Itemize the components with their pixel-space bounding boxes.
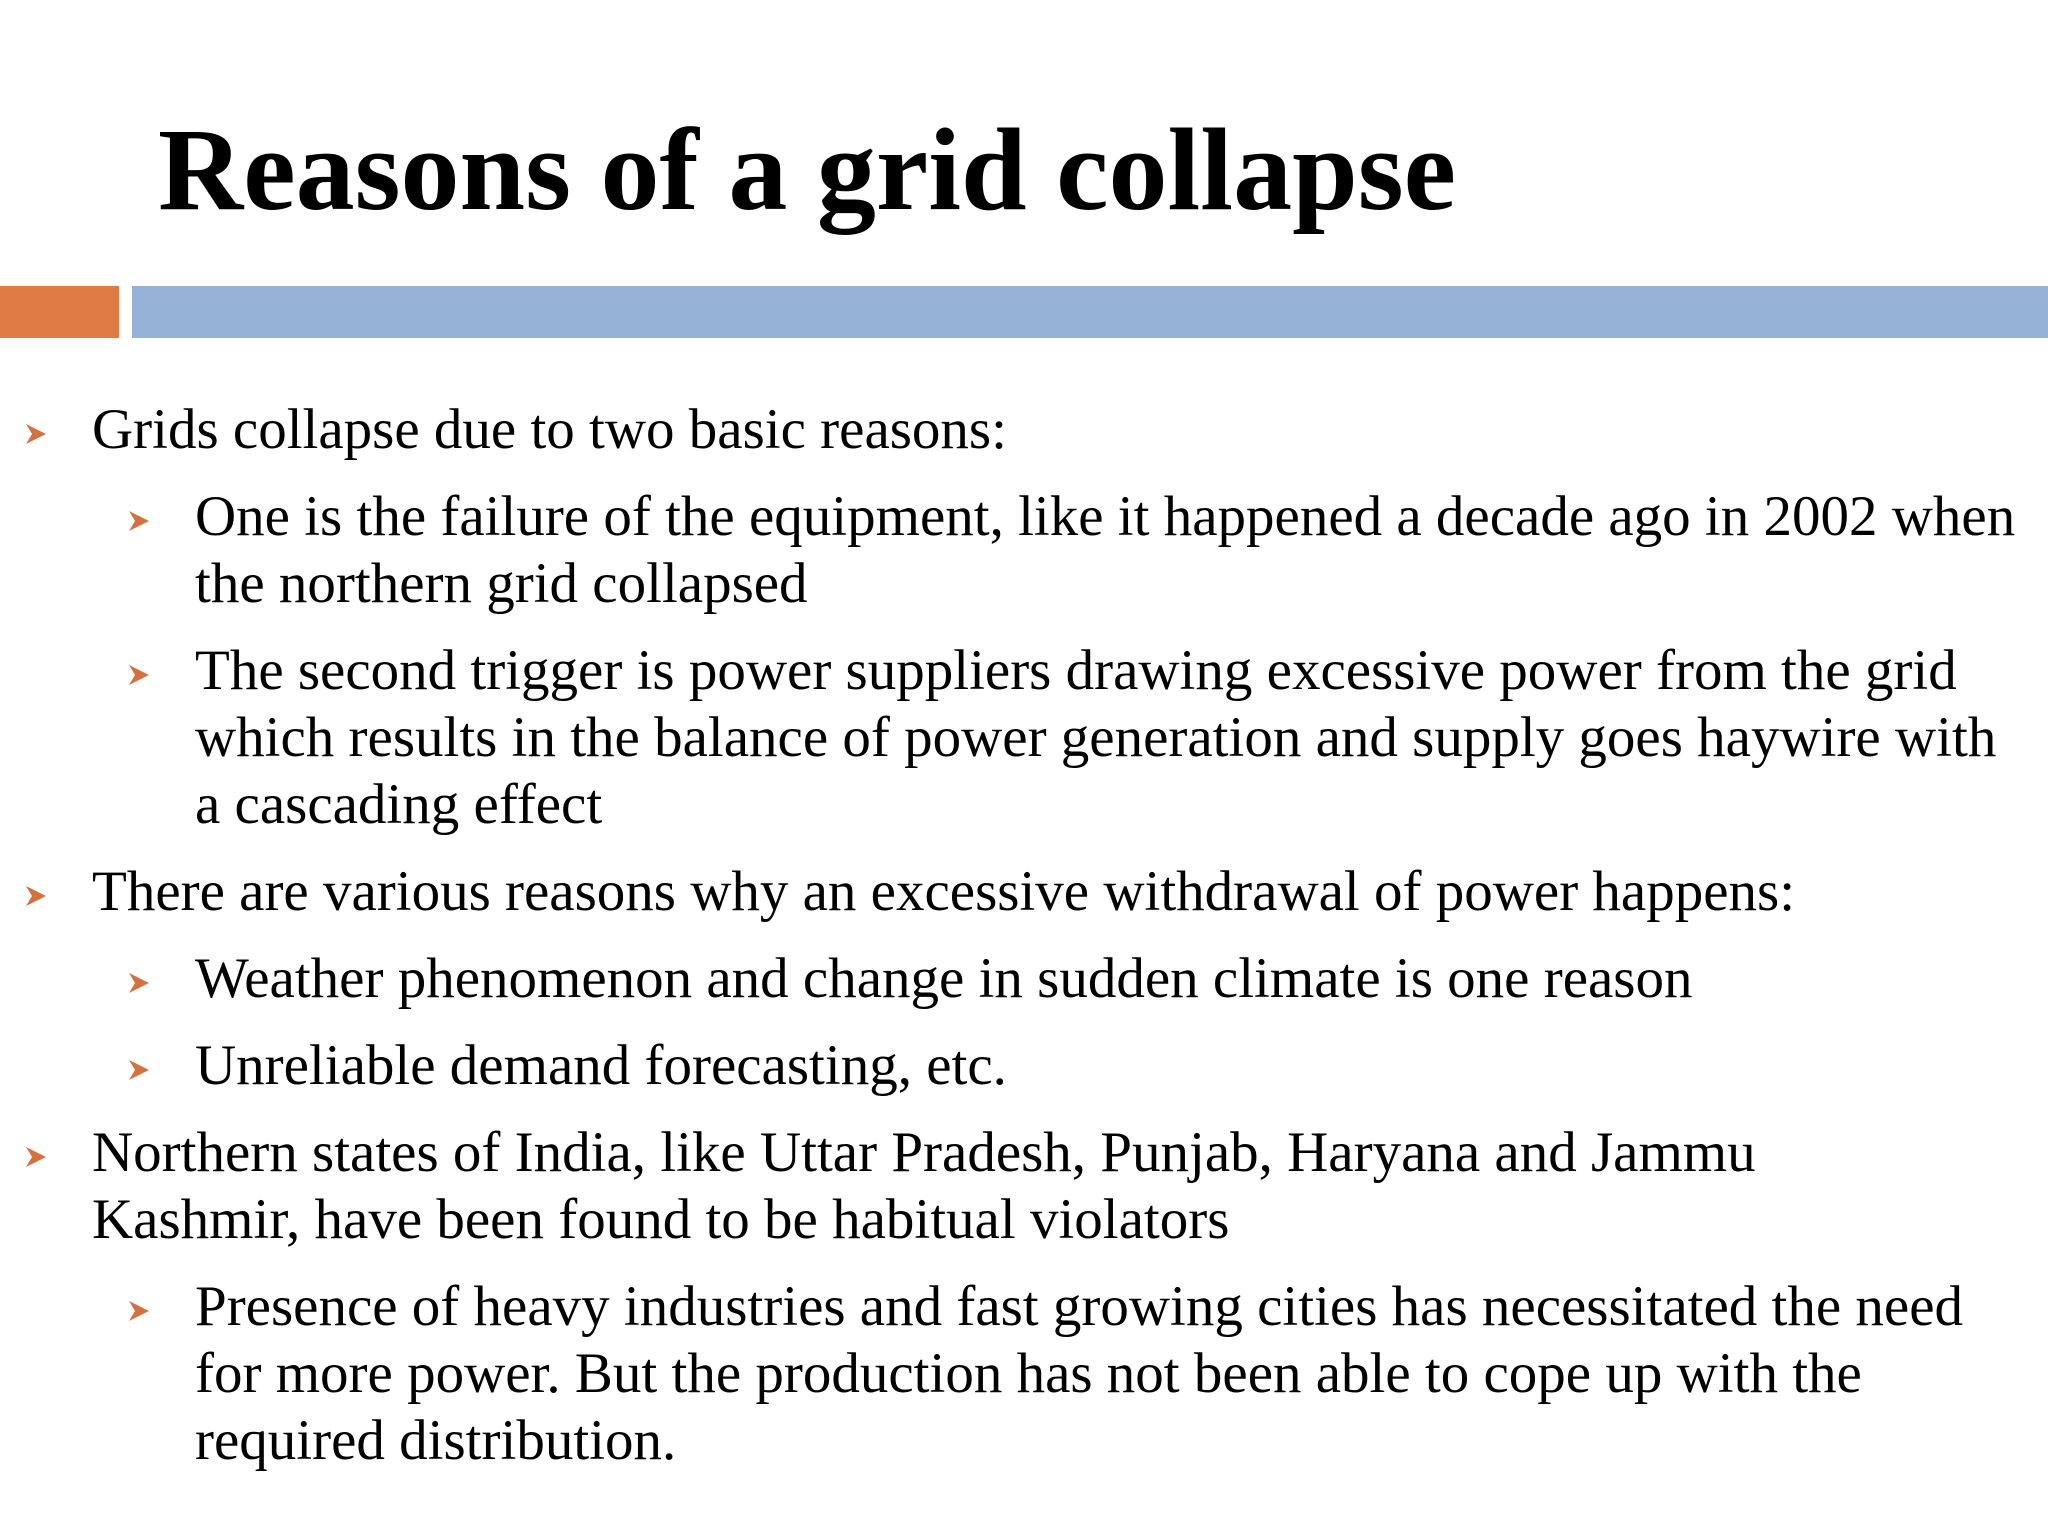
bullet-text: Presence of heavy industries and fast growing cities has necessitated the need for more power. But the production has not been able to cope up with the required distribution. <box>195 1275 1964 1472</box>
bullet-text: Grids collapse due to two basic reasons: <box>92 398 1007 461</box>
arrowhead-bullet-icon <box>23 1144 49 1170</box>
arrowhead-bullet-icon <box>23 883 49 909</box>
bullet-text: Unreliable demand forecasting, etc. <box>195 1034 1007 1097</box>
arrowhead-bullet-icon <box>126 970 152 996</box>
bullet-item <box>0 1119 2048 1253</box>
arrowhead-bullet-icon <box>126 1057 152 1083</box>
sub-bullet-item <box>0 483 2048 617</box>
arrowhead-bullet-icon <box>126 1298 152 1324</box>
sub-bullet-item <box>0 1273 2048 1474</box>
bullet-item <box>0 396 2048 463</box>
title-underline-bar <box>132 286 2048 338</box>
arrowhead-bullet-icon <box>126 662 152 688</box>
bullet-text: Northern states of India, like Uttar Pradesh, Punjab, Haryana and Jammu Kashmir, have been found to be habitual violators <box>92 1121 1756 1251</box>
slide-title: Reasons of a grid collapse <box>158 104 1456 235</box>
sub-bullet-item <box>0 1032 2048 1099</box>
accent-bar <box>0 286 119 338</box>
sub-bullet-item <box>0 637 2048 838</box>
bullet-item <box>0 858 2048 925</box>
bullet-list <box>0 396 2048 1494</box>
arrowhead-bullet-icon <box>126 508 152 534</box>
bullet-text: There are various reasons why an excessive withdrawal of power happens: <box>92 860 1796 923</box>
arrowhead-bullet-icon <box>23 421 49 447</box>
bullet-text: Weather phenomenon and change in sudden climate is one reason <box>195 947 1693 1010</box>
bullet-text: One is the failure of the equipment, like it happened a decade ago in 2002 when the northern grid collapsed <box>195 485 2016 615</box>
sub-bullet-item <box>0 945 2048 1012</box>
bullet-text: The second trigger is power suppliers drawing excessive power from the grid which results in the balance of power generation and supply goes haywire with a cascading effect <box>195 639 1997 836</box>
